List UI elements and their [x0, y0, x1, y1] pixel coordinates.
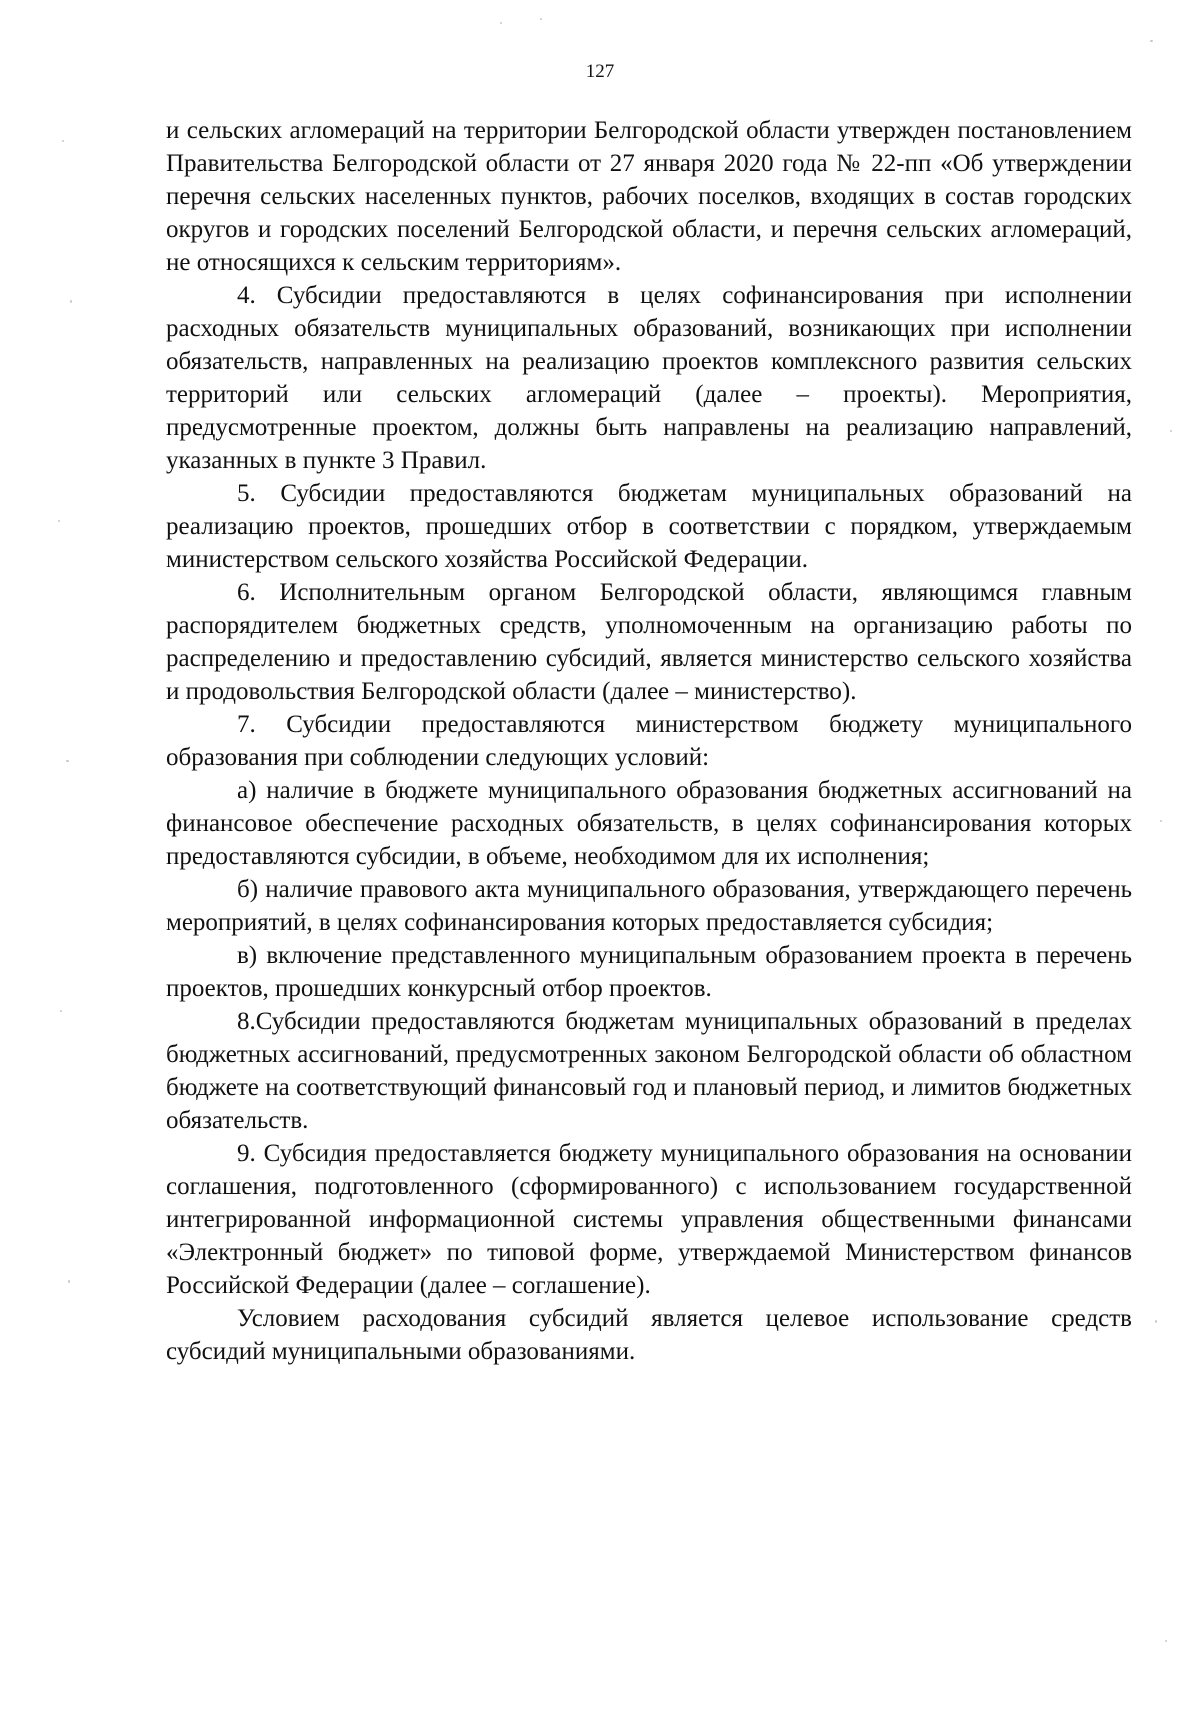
paragraph-item-7: 7. Субсидии предоставляются министерством бюджету муниципального образования при соблюдении следующих условий: — [166, 711, 1132, 771]
scan-artifact — [60, 1010, 62, 1012]
page-number: 127 — [585, 61, 615, 82]
paragraph-continuation: и сельских агломераций на территории Белгородской области утвержден постановлением Правительства Белгородской области от 27 января 2020 года № 22-пп «Об утверждении перечня сельских населенных пунктов, рабочих поселков, входящих в состав городских округов и городских поселений Белгородской области, и перечня сельских агломераций, не относящихся к сельским территориям». — [166, 117, 1132, 276]
paragraph-condition-a: а) наличие в бюджете муниципального образования бюджетных ассигнований на финансовое обеспечение расходных обязательств, в целях софинансирования которых предоставляются субсидии, в объеме, необходимом для их исполнения; — [166, 777, 1132, 870]
scan-artifact — [68, 1280, 70, 1283]
scan-artifact — [1165, 1640, 1167, 1642]
scan-artifact — [500, 22, 502, 24]
scan-artifact — [58, 520, 60, 522]
scan-artifact — [1150, 40, 1153, 42]
paragraph-item-9: 9. Субсидия предоставляется бюджету муниципального образования на основании соглашения, подготовленного (сформированного) с использованием государственной интегрированной информационной системы управления общественными финансами «Электронный бюджет» по типовой форме, утверждаемой Министерством финансов Российской Федерации (далее – соглашение). — [166, 1140, 1132, 1299]
paragraph-spending-condition: Условием расходования субсидий является целевое использование средств субсидий муниципальными образованиями. — [166, 1305, 1132, 1365]
scan-artifact — [540, 18, 542, 20]
scan-artifact — [1160, 820, 1162, 822]
paragraph-item-4: 4. Субсидии предоставляются в целях софинансирования при исполнении расходных обязательств муниципальных образований, возникающих при исполнении обязательств, направленных на реализацию проектов комплексного развития сельских территорий или сельских агломераций (далее – проекты). Мероприятия, предусмотренные проектом, должны быть направлены на реализацию направлений, указанных в пункте 3 Правил. — [166, 282, 1132, 474]
paragraph-condition-b: б) наличие правового акта муниципального образования, утверждающего перечень мероприятий, в целях софинансирования которых предоставляется субсидия; — [166, 876, 1132, 936]
paragraph-item-8: 8.Субсидии предоставляются бюджетам муниципальных образований в пределах бюджетных ассигнований, предусмотренных законом Белгородской области об областном бюджете на соответствующий финансовый год и плановый период, и лимитов бюджетных обязательств. — [166, 1008, 1132, 1134]
document-body — [166, 114, 1132, 1368]
paragraph-item-6: 6. Исполнительным органом Белгородской области, являющимся главным распорядителем бюджетных средств, уполномоченным на организацию работы по распределению и предоставлению субсидий, является министерство сельского хозяйства и продовольствия Белгородской области (далее – министерство). — [166, 579, 1132, 705]
scan-artifact — [1170, 430, 1172, 432]
scan-artifact — [66, 760, 69, 762]
scan-artifact — [70, 300, 72, 303]
scan-artifact — [1155, 1320, 1157, 1323]
paragraph-condition-c: в) включение представленного муниципальным образованием проекта в перечень проектов, прошедших конкурсный отбор проектов. — [166, 942, 1132, 1002]
paragraph-item-5: 5. Субсидии предоставляются бюджетам муниципальных образований на реализацию проектов, прошедших отбор в соответствии с порядком, утверждаемым министерством сельского хозяйства Российской Федерации. — [166, 480, 1132, 573]
scan-artifact — [62, 140, 64, 142]
